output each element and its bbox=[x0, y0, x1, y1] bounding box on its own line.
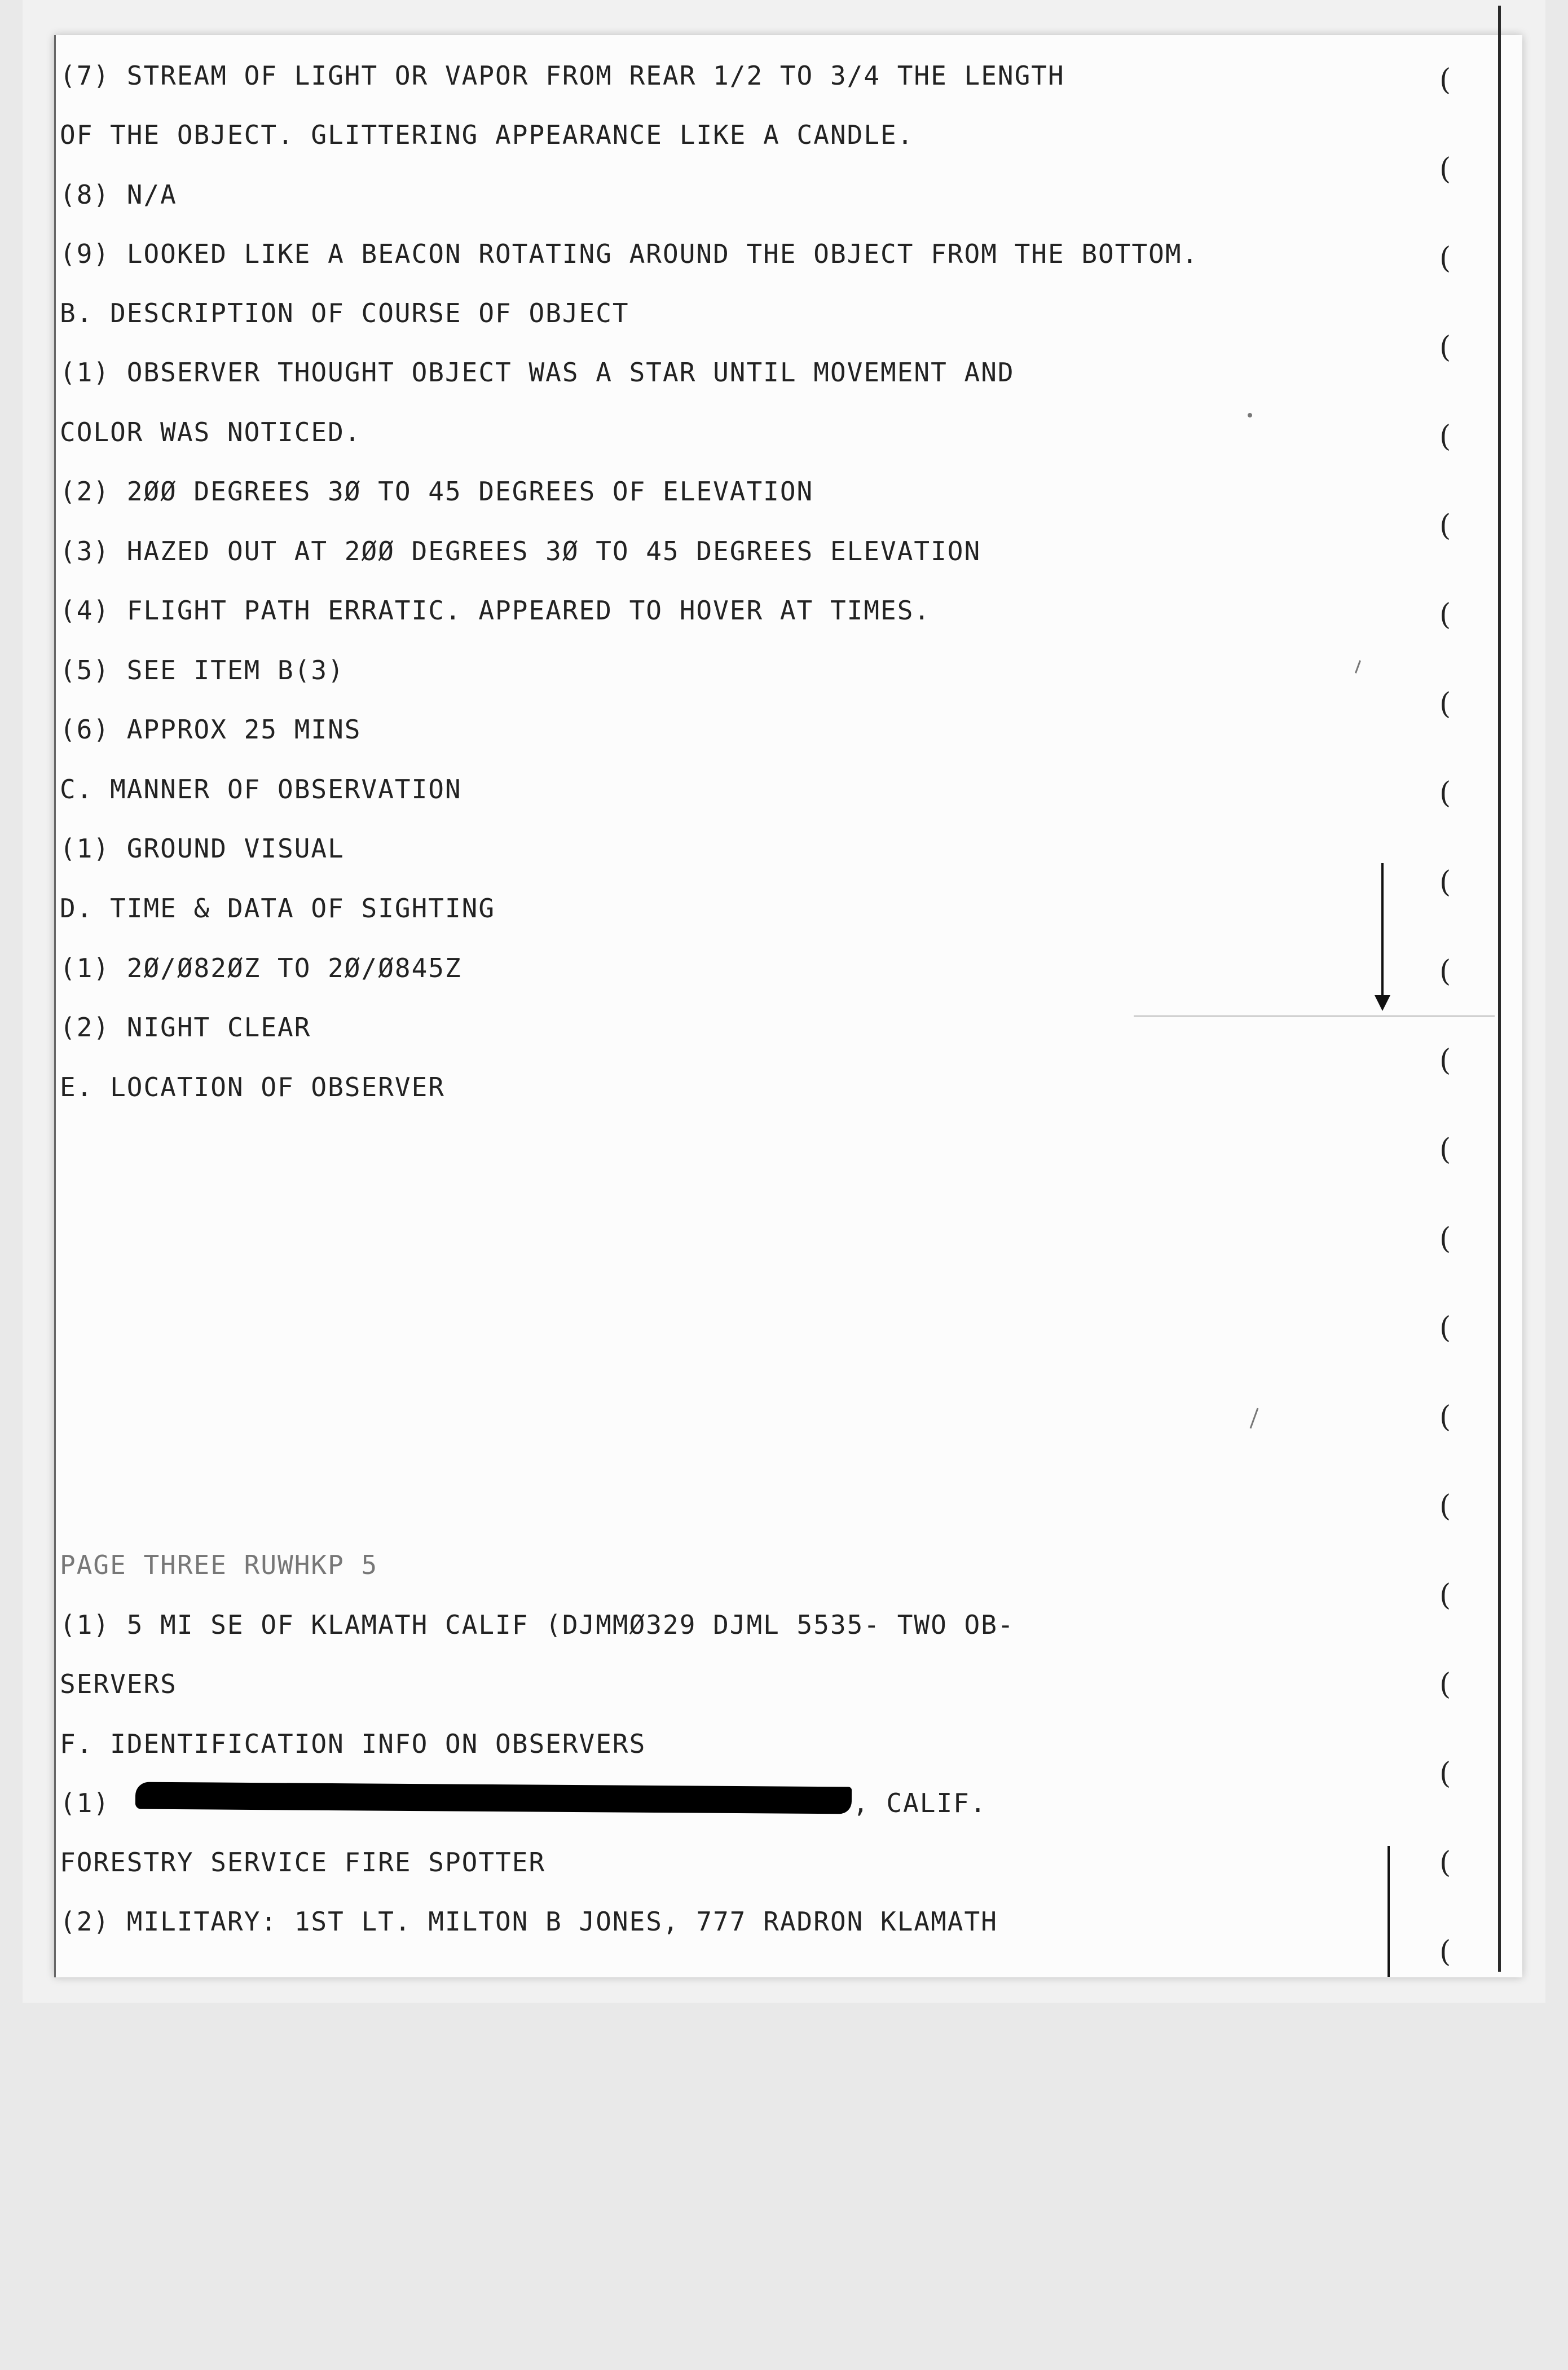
feed-hole-icon: ( bbox=[1439, 331, 1451, 364]
text-line: (1) GROUND VISUAL bbox=[60, 833, 345, 864]
feed-hole-icon: ( bbox=[1439, 776, 1451, 810]
feed-hole-icon: ( bbox=[1439, 1133, 1451, 1167]
text-line: (2) NIGHT CLEAR bbox=[60, 1012, 311, 1043]
feed-hole-icon: ( bbox=[1439, 1311, 1451, 1345]
feed-hole-icon: ( bbox=[1439, 1846, 1451, 1880]
feed-hole-icon: ( bbox=[1439, 1757, 1451, 1791]
dust-speck bbox=[1248, 413, 1252, 417]
page-right-edge bbox=[1498, 6, 1501, 1972]
text-line: (6) APPROX 25 MINS bbox=[60, 714, 362, 745]
text-line: (4) FLIGHT PATH ERRATIC. APPEARED TO HOVER AT TIMES. bbox=[60, 595, 931, 626]
text-line: (5) SEE ITEM B(3) bbox=[60, 655, 345, 685]
redaction-bar bbox=[135, 1782, 852, 1814]
section-heading: D. TIME & DATA OF SIGHTING bbox=[60, 893, 496, 924]
feed-hole-icon: ( bbox=[1439, 865, 1451, 899]
section-heading: E. LOCATION OF OBSERVER bbox=[60, 1072, 445, 1102]
text-line: (7) STREAM OF LIGHT OR VAPOR FROM REAR 1/2 TO 3/4 THE LENGTH bbox=[60, 60, 1065, 91]
feed-hole-icon: ( bbox=[1439, 241, 1451, 275]
feed-hole-icon: ( bbox=[1439, 598, 1451, 632]
feed-hole-icon: ( bbox=[1439, 687, 1451, 721]
section-heading: B. DESCRIPTION OF COURSE OF OBJECT bbox=[60, 298, 629, 328]
redacted-line-suffix: , CALIF. bbox=[853, 1788, 987, 1818]
feed-hole-icon: ( bbox=[1439, 1222, 1451, 1256]
feed-hole-icon: ( bbox=[1439, 1489, 1451, 1523]
text-line: FORESTRY SERVICE FIRE SPOTTER bbox=[60, 1847, 546, 1877]
feed-hole-icon: ( bbox=[1439, 1668, 1451, 1701]
text-line: (1) 2Ø/Ø82ØZ TO 2Ø/Ø845Z bbox=[60, 953, 462, 983]
text-line: (3) HAZED OUT AT 2ØØ DEGREES 3Ø TO 45 DEGREES ELEVATION bbox=[60, 536, 981, 566]
feed-hole-icon: ( bbox=[1439, 152, 1451, 186]
feed-hole-icon: ( bbox=[1439, 509, 1451, 543]
text-line: (1) OBSERVER THOUGHT OBJECT WAS A STAR UNTIL MOVEMENT AND bbox=[60, 357, 1015, 388]
text-line: COLOR WAS NOTICED. bbox=[60, 417, 362, 447]
feed-hole-icon: ( bbox=[1439, 1044, 1451, 1078]
paper-fold-line bbox=[1134, 1015, 1495, 1017]
text-line: OF THE OBJECT. GLITTERING APPEARANCE LIKE A CANDLE. bbox=[60, 120, 914, 150]
text-line: (9) LOOKED LIKE A BEACON ROTATING AROUND THE OBJECT FROM THE BOTTOM. bbox=[60, 239, 1199, 269]
feed-hole-icon: ( bbox=[1439, 420, 1451, 454]
page-header: PAGE THREE RUWHKP 5 bbox=[60, 1550, 378, 1580]
feed-hole-icon: ( bbox=[1439, 955, 1451, 988]
feed-hole-icon: ( bbox=[1439, 63, 1451, 97]
feed-hole-icon: ( bbox=[1439, 1935, 1451, 1969]
text-line: (2) MILITARY: 1ST LT. MILTON B JONES, 777 RADRON KLAMATH bbox=[60, 1906, 998, 1937]
margin-arrow-shaft bbox=[1381, 863, 1384, 999]
text-line: (8) N/A bbox=[60, 179, 177, 210]
margin-arrow-head-icon bbox=[1375, 995, 1390, 1011]
text-line: (2) 2ØØ DEGREES 3Ø TO 45 DEGREES OF ELEVATION bbox=[60, 476, 814, 507]
feed-hole-icon: ( bbox=[1439, 1400, 1451, 1434]
text-line: SERVERS bbox=[60, 1669, 177, 1699]
section-heading: F. IDENTIFICATION INFO ON OBSERVERS bbox=[60, 1729, 646, 1759]
redacted-line-prefix: (1) bbox=[60, 1788, 111, 1818]
margin-bar bbox=[1388, 1846, 1390, 1977]
feed-hole-icon: ( bbox=[1439, 1578, 1451, 1612]
section-heading: C. MANNER OF OBSERVATION bbox=[60, 774, 462, 804]
text-line: (1) 5 MI SE OF KLAMATH CALIF (DJMMØ329 DJML 5535- TWO OB- bbox=[60, 1610, 1015, 1640]
